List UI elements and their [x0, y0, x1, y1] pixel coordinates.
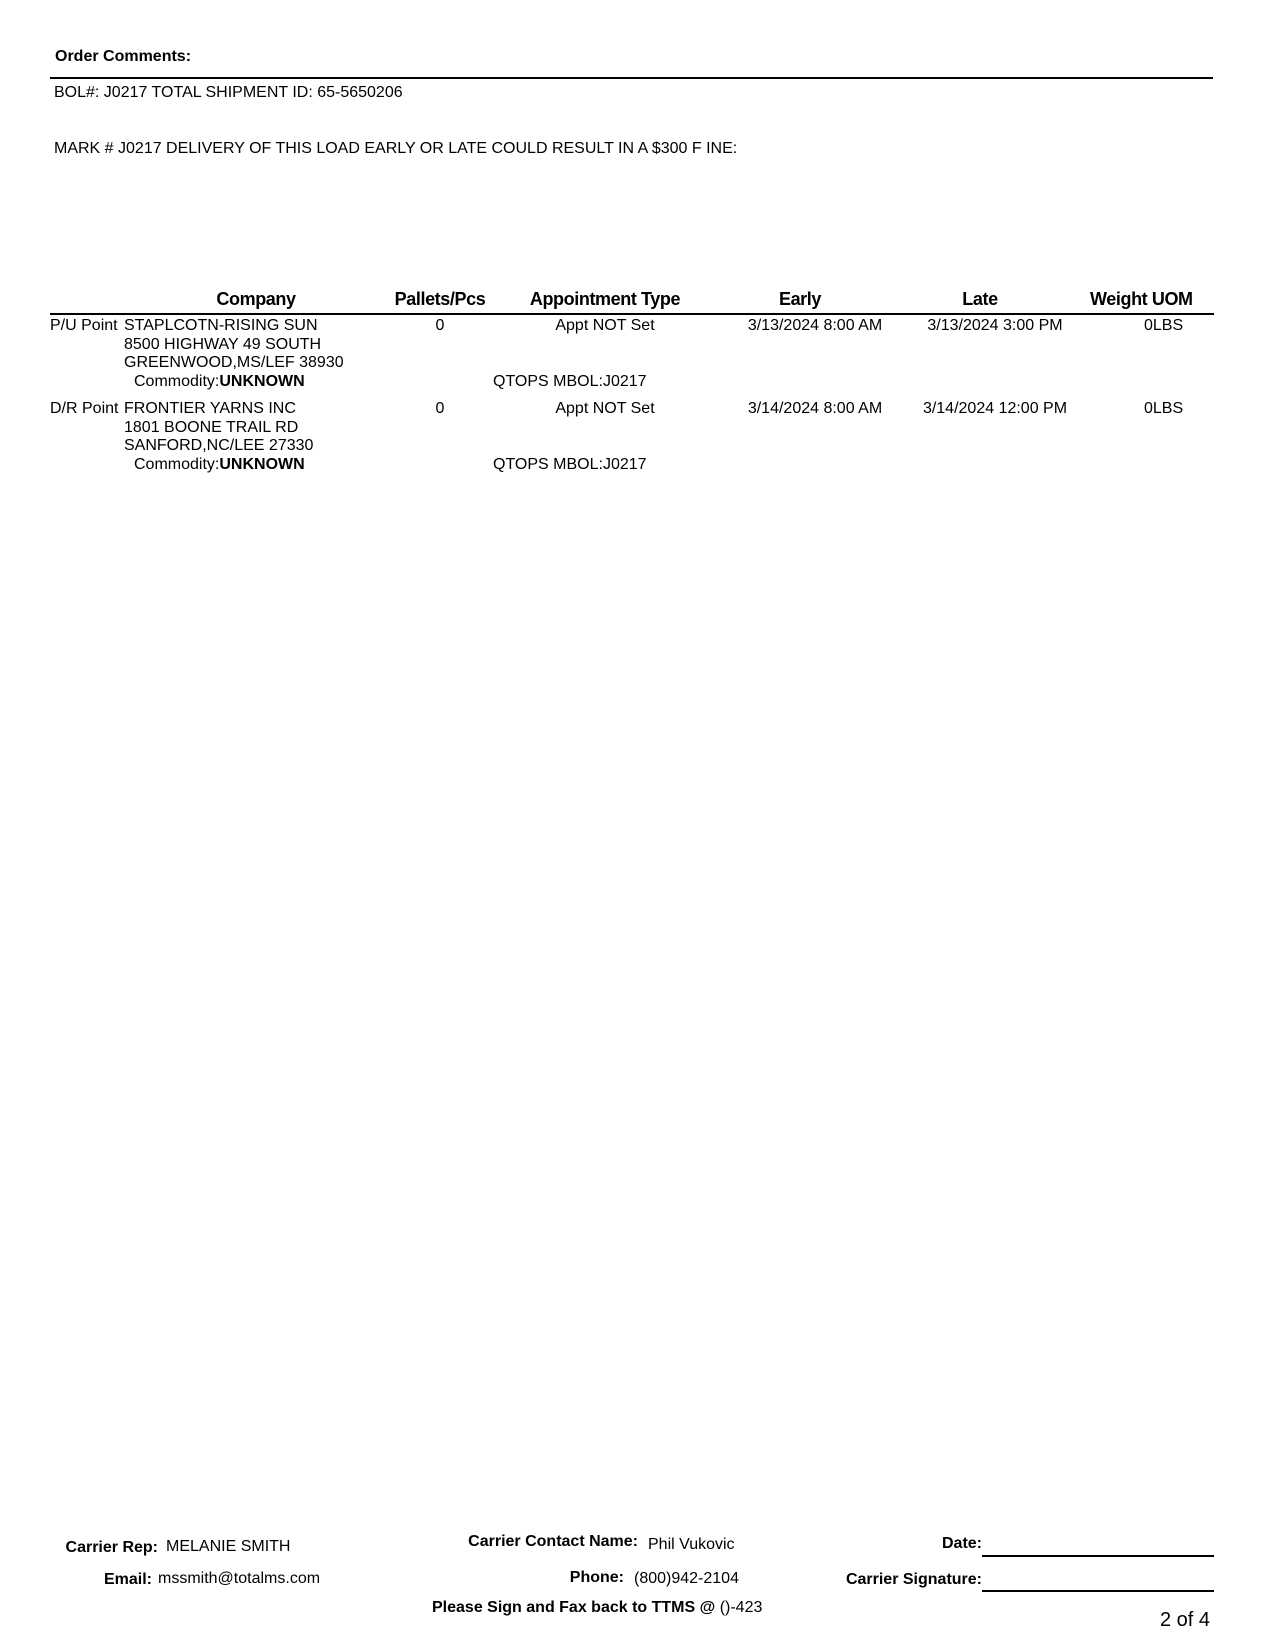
email-value: mssmith@totalms.com — [158, 1570, 321, 1587]
phone-label: Phone: — [569, 1569, 624, 1586]
fax-instruction — [432, 1599, 762, 1617]
date-label: Date: — [941, 1535, 982, 1552]
commodity-label: Commodity: — [134, 373, 220, 390]
carrier-rep-value: MELANIE SMITH — [166, 1538, 291, 1555]
page-number: 2 of 4 — [1160, 1609, 1211, 1631]
fax-label: Please Sign and Fax back to TTMS @ — [432, 1599, 716, 1616]
table-header-divider — [50, 313, 1214, 315]
company-name: STAPLCOTN-RISING SUN — [124, 317, 318, 334]
bol-line: BOL#: J0217 TOTAL SHIPMENT ID: 65-5650206 — [54, 84, 403, 101]
reference-number: QTOPS MBOL:J0217 — [493, 373, 647, 390]
pallets-count: 0 — [435, 400, 445, 417]
header-divider — [50, 77, 1213, 79]
col-header-weight-uom: Weight UOM — [1090, 289, 1193, 309]
stop-type: D/R Point — [50, 400, 119, 417]
col-header-pallets: Pallets/Pcs — [394, 289, 486, 309]
carrier-signature-label: Carrier Signature: — [845, 1571, 982, 1588]
address-line-1: 1801 BOONE TRAIL RD — [124, 419, 299, 436]
commodity-label: Commodity: — [134, 456, 220, 473]
late-time: 3/13/2024 3:00 PM — [927, 317, 1063, 334]
appointment-type: Appt NOT Set — [555, 317, 655, 334]
late-time: 3/14/2024 12:00 PM — [922, 400, 1068, 417]
stop-type: P/U Point — [50, 317, 118, 334]
col-header-appointment-type: Appointment Type — [529, 289, 681, 309]
early-time: 3/13/2024 8:00 AM — [747, 317, 883, 334]
carrier-signature-line[interactable] — [982, 1590, 1214, 1592]
weight-value: 0LBS — [1144, 400, 1184, 417]
commodity-value: UNKNOWN — [219, 373, 305, 390]
company-name: FRONTIER YARNS INC — [124, 400, 296, 417]
reference-number: QTOPS MBOL:J0217 — [493, 456, 647, 473]
fax-value: ()-423 — [719, 1599, 763, 1616]
col-header-late: Late — [962, 289, 998, 309]
carrier-rep-label: Carrier Rep: — [65, 1539, 158, 1556]
email-label: Email: — [103, 1571, 152, 1588]
address-line-2: GREENWOOD,MS/LEF 38930 — [124, 354, 344, 371]
date-signature-line[interactable] — [982, 1555, 1214, 1557]
early-time: 3/14/2024 8:00 AM — [747, 400, 883, 417]
appointment-type: Appt NOT Set — [555, 400, 655, 417]
weight-value: 0LBS — [1144, 317, 1184, 334]
col-header-company: Company — [216, 289, 296, 309]
commodity — [134, 456, 305, 474]
address-line-2: SANFORD,NC/LEE 27330 — [124, 437, 314, 454]
col-header-early: Early — [778, 289, 822, 309]
commodity-value: UNKNOWN — [219, 456, 305, 473]
delivery-warning: MARK # J0217 DELIVERY OF THIS LOAD EARLY OR LATE COULD RESULT IN A $300 F INE: — [54, 140, 738, 157]
pallets-count: 0 — [435, 317, 445, 334]
contact-name-label: Carrier Contact Name: — [468, 1533, 638, 1550]
contact-name-value: Phil Vukovic — [648, 1536, 735, 1553]
address-line-1: 8500 HIGHWAY 49 SOUTH — [124, 336, 322, 353]
commodity — [134, 373, 305, 391]
phone-value: (800)942-2104 — [634, 1570, 739, 1587]
order-comments-heading: Order Comments: — [55, 48, 192, 65]
